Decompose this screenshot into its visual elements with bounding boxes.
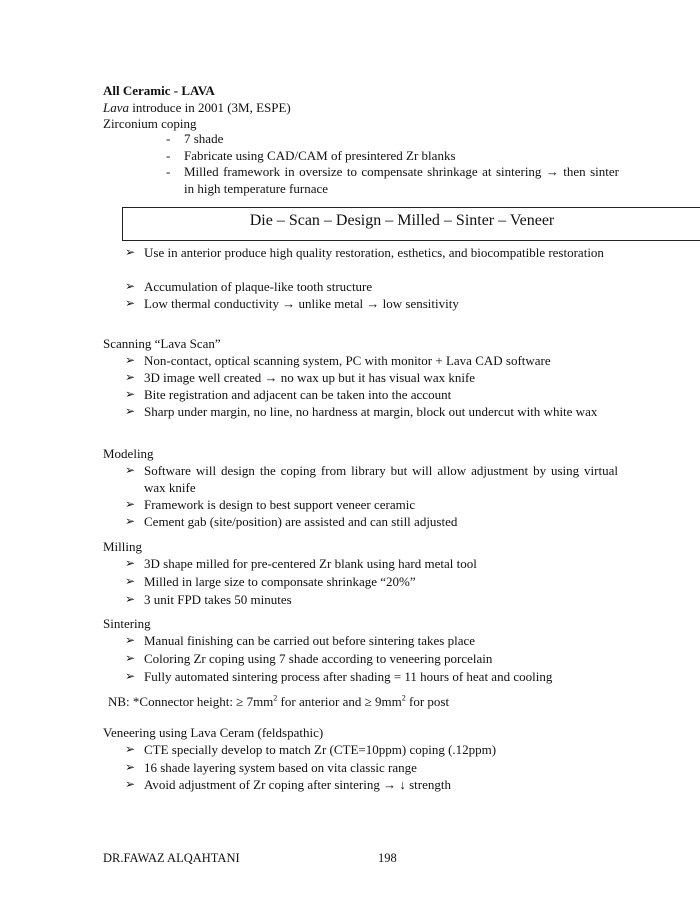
section-heading-milling: Milling [103,539,143,554]
general-point: ➢ Use in anterior produce high quality restoration, esthetics, and biocompatible restoration [125,245,604,260]
arrow-bullet-icon: ➢ [125,556,136,570]
arrow-bullet-icon: ➢ [125,296,136,310]
scanning-point: ➢ Bite registration and adjacent can be taken into the account [125,387,452,402]
arrow-bullet-icon: ➢ [125,633,136,647]
veneering-point: ➢ 16 shade layering system based on vita classic range [125,760,417,775]
arrow-bullet-icon: ➢ [125,404,136,418]
arrow-bullet-icon: ➢ [125,760,136,774]
sintering-point: ➢ Coloring Zr coping using 7 shade according to veneering porcelain [125,651,493,666]
intro-rest: introduce in 2001 (3M, ESPE) [129,100,291,115]
milling-point: ➢ 3 unit FPD takes 50 minutes [125,592,292,607]
workflow-text: Die – Scan – Design – Milled – Sinter – Veneer [249,212,555,229]
arrow-bullet-icon: ➢ [125,370,136,384]
coping-item: - Fabricate using CAD/CAM of presintered Zr blanks [166,148,456,163]
arrow-bullet-icon: ➢ [125,463,136,477]
sintering-point: ➢ Manual finishing can be carried out before sintering takes place [125,633,476,648]
sintering-point: ➢ Fully automated sintering process after shading = 11 hours of heat and cooling [125,669,553,684]
connector-note: NB: *Connector height: ≥ $7mm^2$ for anterior and ≥ $9mm^2$ for post [108,693,450,709]
coping-label: Zirconium coping [103,116,197,131]
page-number: 198 [378,851,397,865]
coping-item: - Milled framework in oversize to compensate shrinkage at sintering → then sinter in high temperature furnace [166,164,619,196]
arrow-bullet-icon: ➢ [125,497,136,511]
arrow-bullet-icon: ➢ [125,245,136,259]
arrow-bullet-icon: ➢ [125,574,136,588]
coping-item: - 7 shade [166,131,224,146]
milling-point: ➢ Milled in large size to componsate shrinkage “20%” [125,574,416,589]
arrow-bullet-icon: ➢ [125,742,136,756]
modeling-point: ➢ Cement gab (site/position) are assisted and can still adjusted [125,514,458,529]
page-title: All Ceramic - LAVA [103,83,215,98]
arrow-bullet-icon: ➢ [125,777,136,791]
intro-italic: Lava [103,100,129,115]
veneering-point: ➢ CTE specially develop to match Zr (CTE=10ppm) coping (.12ppm) [125,742,497,757]
general-point: ➢ Low thermal conductivity → unlike metal → low sensitivity [125,296,459,311]
section-heading-veneering: Veneering using Lava Ceram (feldspathic) [103,725,324,740]
scanning-point: ➢ Sharp under margin, no line, no hardness at margin, block out undercut with white wax [125,404,598,419]
general-point: ➢ Accumulation of plaque-like tooth structure [125,279,373,294]
modeling-point: ➢ Software will design the coping from library but will allow adjustment by using virtual wax knife [125,463,618,495]
arrow-bullet-icon: ➢ [125,592,136,606]
veneering-point: ➢ Avoid adjustment of Zr coping after sintering → ↓ strength [125,777,451,792]
section-heading-sintering: Sintering [103,616,151,631]
scanning-point: ➢ Non-contact, optical scanning system, PC with monitor + Lava CAD software [125,353,551,368]
arrow-bullet-icon: ➢ [125,387,136,401]
arrow-bullet-icon: ➢ [125,651,136,665]
arrow-bullet-icon: ➢ [125,353,136,367]
milling-point: ➢ 3D shape milled for pre-centered Zr blank using hard metal tool [125,556,477,571]
section-heading-scanning: Scanning “Lava Scan” [103,336,221,351]
section-heading-modeling: Modeling [103,446,154,461]
intro-line [103,99,291,116]
footer-author: DR.FAWAZ ALQAHTANI [103,851,240,865]
arrow-bullet-icon: ➢ [125,514,136,528]
modeling-point: ➢ Framework is design to best support veneer ceramic [125,497,416,512]
scanning-point: ➢ 3D image well created → no wax up but it has visual wax knife [125,370,476,385]
arrow-bullet-icon: ➢ [125,669,136,683]
arrow-bullet-icon: ➢ [125,279,136,293]
